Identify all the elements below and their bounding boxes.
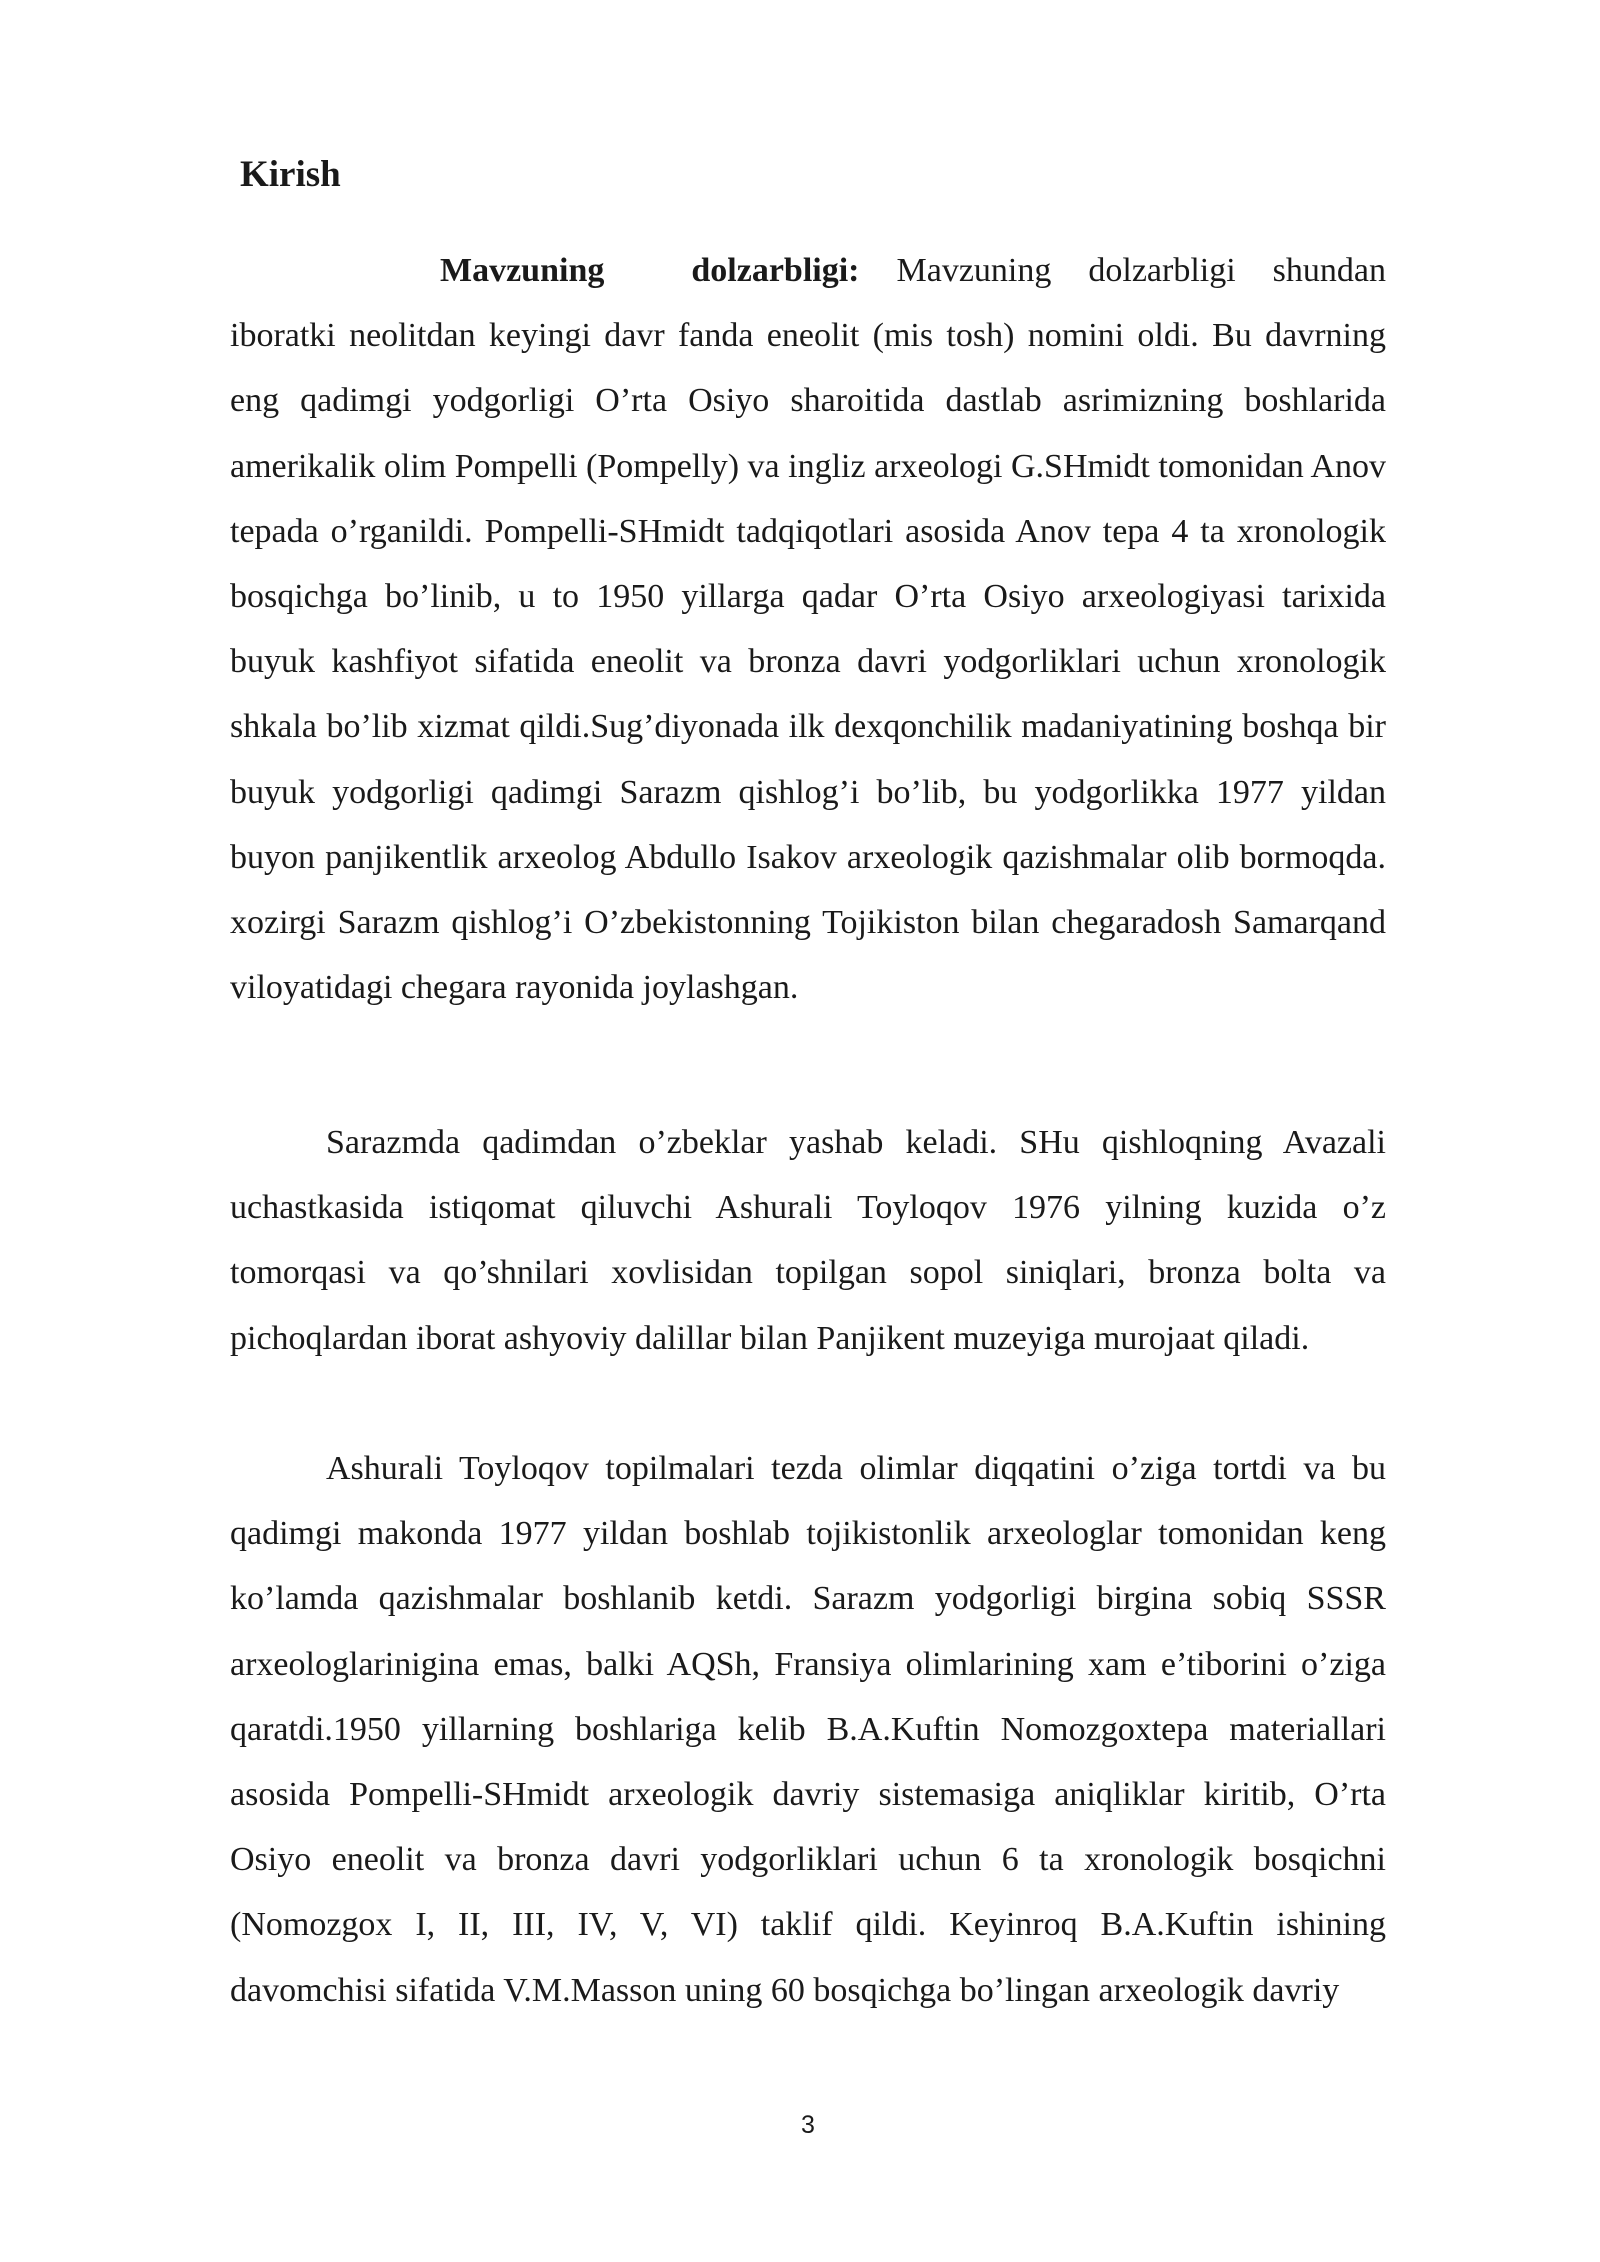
relevance-text: Mavzuning dolzarbligi shundan iboratki neolitdan keyingi davr fanda eneolit (mis tosh) nomini oldi. Bu davrning eng qadimgi yodgorligi O’rta Osiyo sharoitida dastlab asrimizning boshlarida amerikalik olim Pompelli (Pompelly) va ingliz arxeologi G.SHmidt tomonidan Anov tepada o’rganildi. Pompelli-SHmidt tadqiqotlari asosida Anov tepa 4 ta xronologik bosqichga bo’linib, u to 1950 yillarga qadar O’rta Osiyo arxeologiyasi tarixida buyuk kashfiyot sifatida eneolit va bronza davri yodgorliklari uchun xronologik shkala bo’lib xizmat qildi.Sug’diyonada ilk dexqonchilik madaniyatining boshqa bir buyuk yodgorligi qadimgi Sarazm qishlog’i bo’lib, bu yodgorlikka 1977 yildan buyon panjikentlik arxeolog Abdullo Isakov arxeologik qazishmalar olib bormoqda. xozirgi Sarazm qishlog’i O’zbekistonning Tojikiston bilan chegaradosh Samarqand viloyatidagi chegara rayonida joylashgan. (230, 252, 1386, 1007)
paragraph-sarazm-residents: Sarazmda qadimdan o’zbeklar yashab keladi. SHu qishloqning Avazali uchastkasida istiqomat qiluvchi Ashurali Toyloqov 1976 yilning kuzida o’z tomorqasi va qo’shnilari xovlisidan topilgan sopol siniqlari, bronza bolta va pichoqlardan iborat ashyoviy dalillar bilan Panjikent muzeyiga murojaat qiladi. (230, 1124, 1386, 1357)
relevance-lead: Mavzuning dolzarbligi: (440, 252, 860, 289)
section-heading: Kirish (240, 154, 341, 195)
paragraph-excavations: Ashurali Toyloqov topilmalari tezda olimlar diqqatini o’ziga tortdi va bu qadimgi makonda 1977 yildan boshlab tojikistonlik arxeologlar tomonidan keng ko’lamda qazishmalar boshlanib ketdi. Sarazm yodgorligi birgina sobiq SSSR arxeologlarinigina emas, balki AQSh, Fransiya olimlarining xam e’tiborini o’ziga qaratdi.1950 yillarning boshlariga kelib B.A.Kuftin Nomozgoxtepa materiallari asosida Pompelli-SHmidt arxeologik davriy sistemasiga aniqliklar kiritib, O’rta Osiyo eneolit va bronza davri yodgorliklari uchun 6 ta xronologik bosqichni (Nomozgox I, II, III, IV, V, VI) taklif qildi. Keyinroq B.A.Kuftin ishining davomchisi sifatida V.M.Masson uning 60 bosqichga bo’lingan arxeologik davriy (230, 1450, 1386, 2009)
page-number: 3 (801, 2111, 815, 2139)
paragraph-relevance (230, 238, 1386, 1020)
